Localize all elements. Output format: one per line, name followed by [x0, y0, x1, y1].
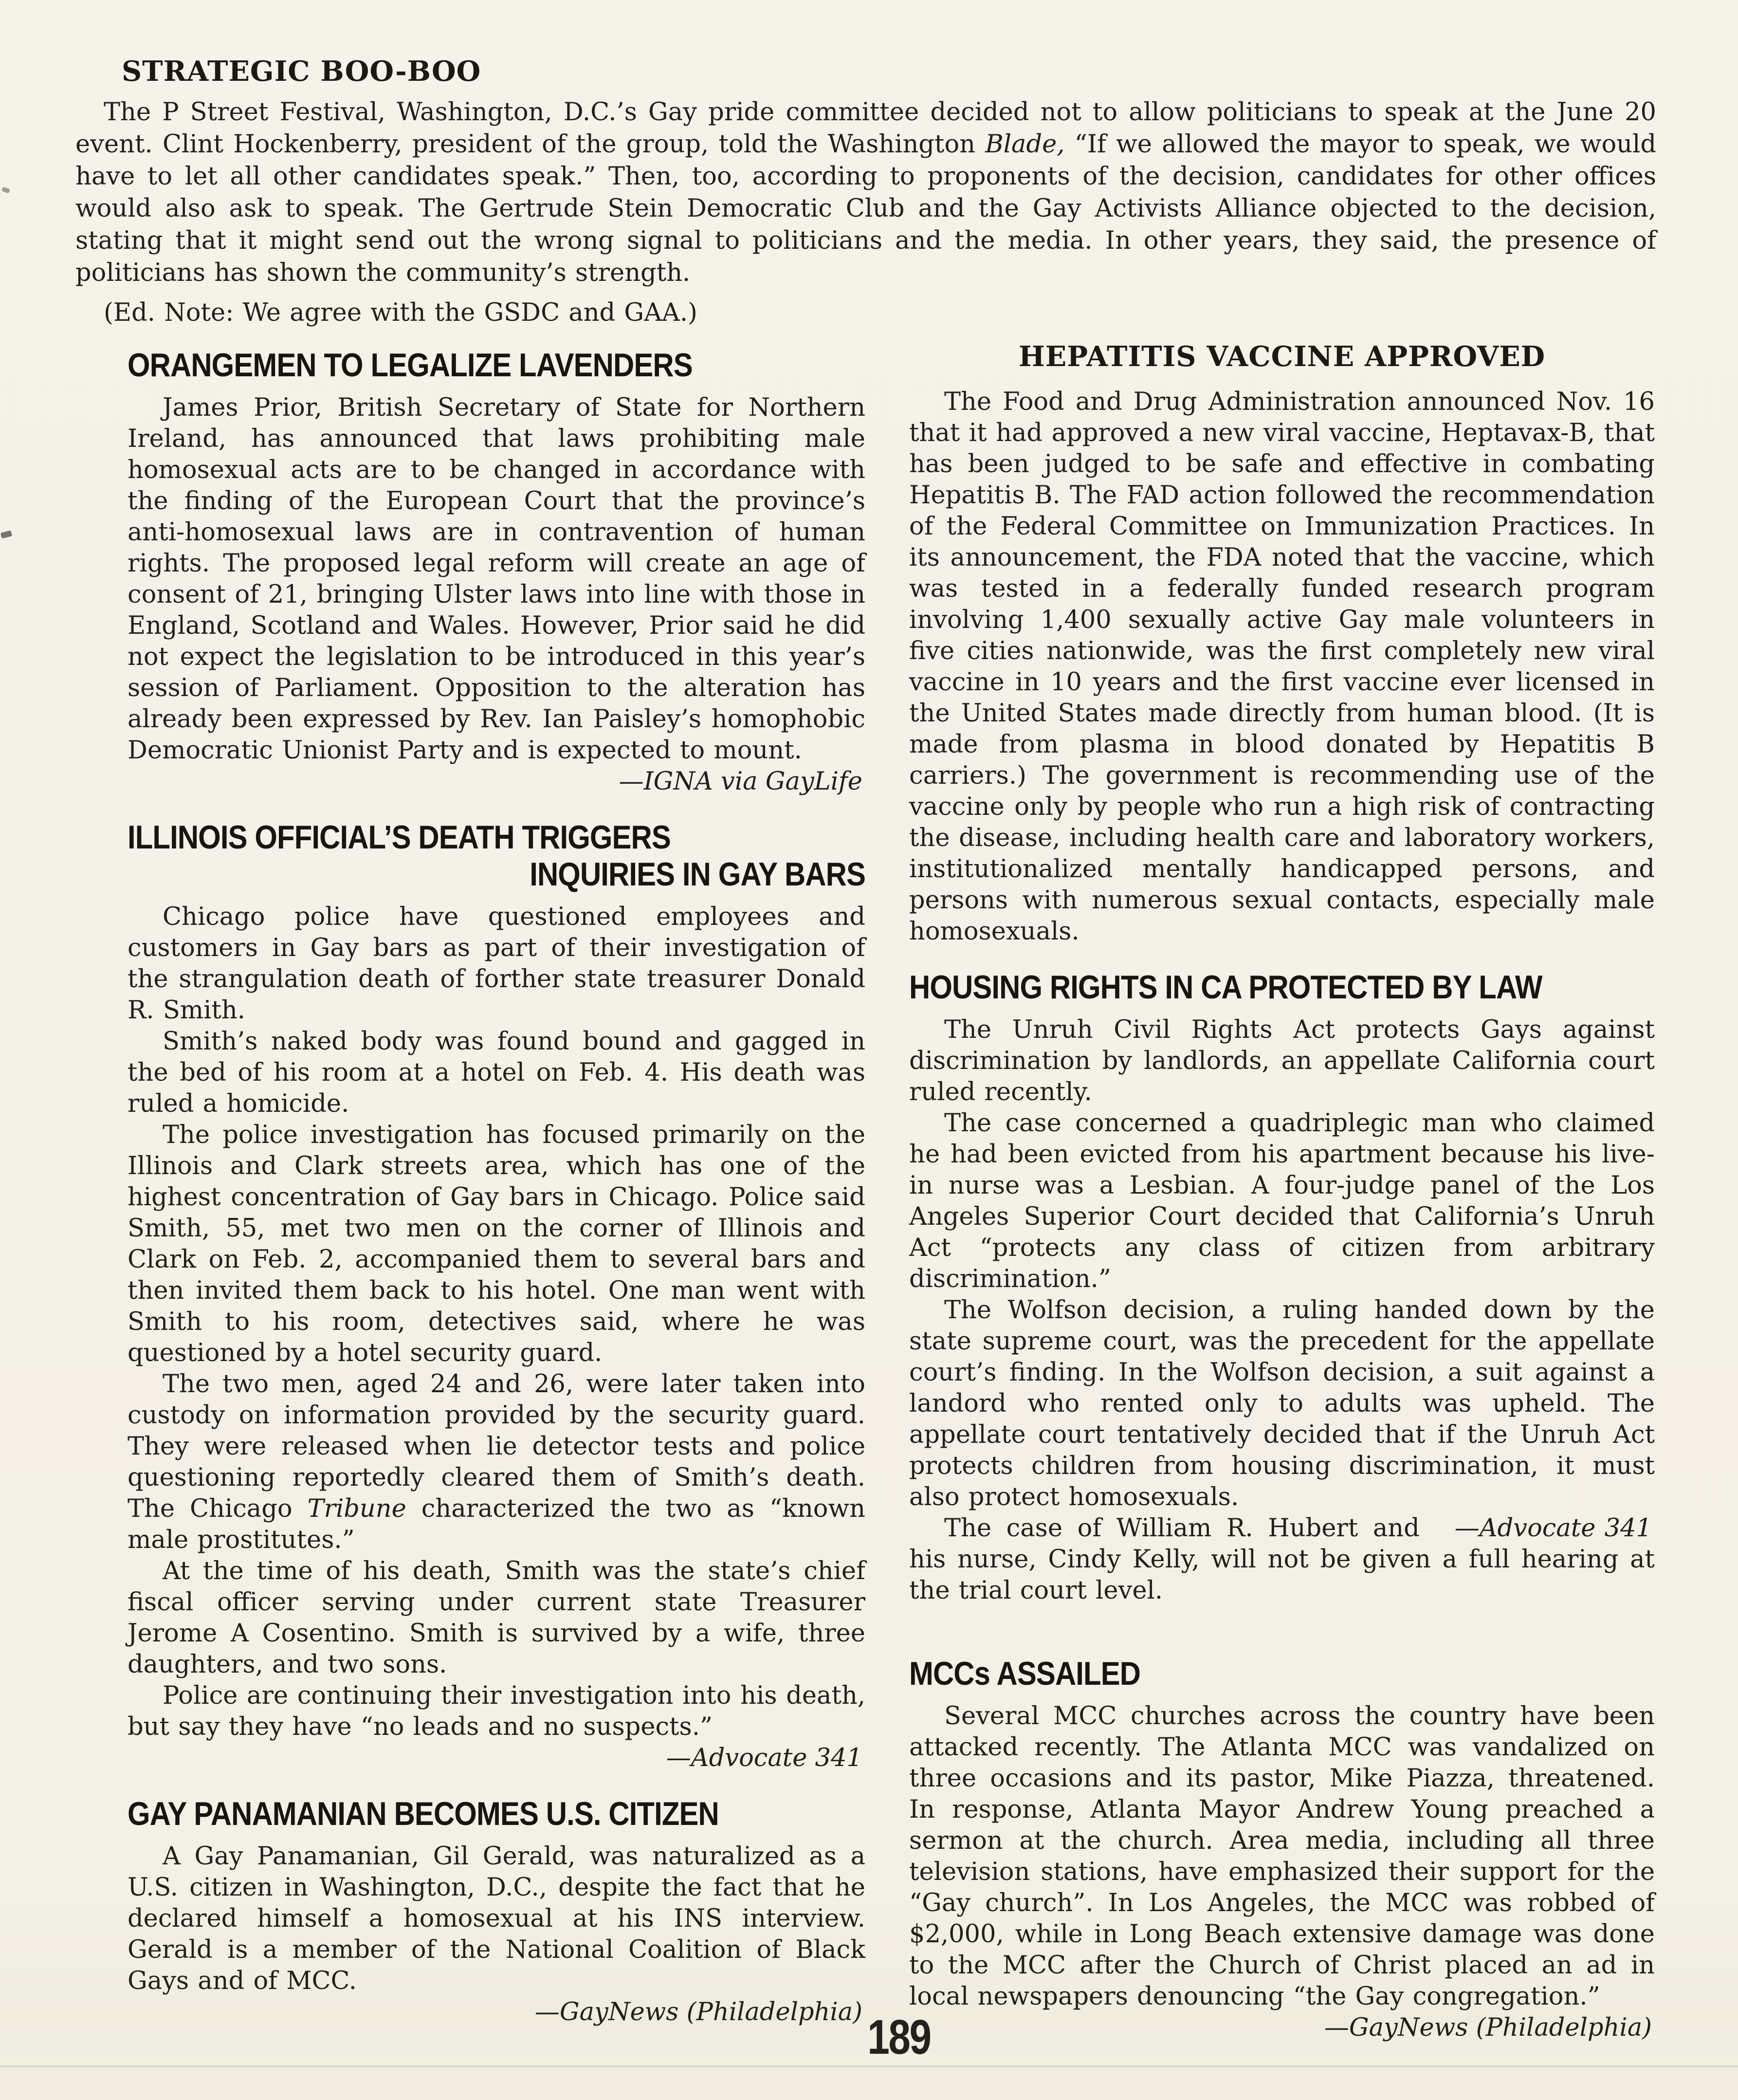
scan-artifact-mark [0, 531, 12, 539]
article-title-housing-rights: HOUSING RIGHTS IN CA PROTECTED BY LAW [909, 969, 1542, 1006]
paragraph: The Food and Drug Administration announced Nov. 16 that it had approved a new viral vaccine, Heptavax-B, that has been judged to be safe and effective in combating Hepatitis B. The FAD action followed the recommendation of the Federal Committee on Immunization Practices. In its announcement, the FDA noted that the vaccine, which was tested in a federally funded research program involving 1,400 sexually active Gay male volunteers in five cities nationwide, was the first completely new viral vaccine in 10 years and the first vaccine ever licensed in the United States made directly from human blood. (It is made from plasma in blood donated by Hepatitis B carriers.) The government is recommending use of the vaccine only by people who run a high risk of contracting the disease, including health care and laboratory workers, institutionalized mentally handicapped persons, and persons with numerous sexual contacts, especially male homosexuals. [909, 387, 1655, 946]
article-title-illinois-death [128, 819, 865, 893]
paragraph: Police are continuing their investigation into his death, but say they have “no leads and no suspects.” [128, 1681, 865, 1741]
right-column [909, 336, 1655, 2047]
paragraph-text-pre: The two men, aged 24 and 26, were later taken into custody on information provided by the security guard. They were released when lie detector tests and police questioning reportedly cleared them of Smith’s death. The Chicago [128, 1370, 865, 1523]
paragraph: Chicago police have questioned employees and customers in Gay bars as part of their investigation of the strangulation death of forther state treasurer Donald R. Smith. [128, 903, 865, 1025]
attribution-gaynews: —GayNews (Philadelphia) [1324, 2013, 1652, 2042]
paragraph [128, 1369, 865, 1556]
paragraph: The Unruh Civil Rights Act protects Gays against discrimination by landlords, an appellate California court ruled recently. [909, 1015, 1655, 1106]
article-title-orangemen: ORANGEMEN TO LEGALIZE LAVENDERS [128, 347, 693, 384]
page-number: 189 [867, 2010, 931, 2064]
intro-paragraph [75, 96, 1656, 289]
paragraph: Smith’s naked body was found bound and gagged in the bed of his room at a hotel on Feb. 4. His death was ruled a homicide. [128, 1027, 865, 1118]
attribution-gaynews: —GayNews (Philadelphia) [534, 1998, 862, 2026]
article-title-strategic-boo-boo: STRATEGIC BOO-BOO [122, 55, 481, 88]
attribution-advocate: —Advocate 341 [666, 1744, 862, 1772]
paragraph: The Wolfson decision, a ruling handed down by the state supreme court, was the precedent for the appellate court’s finding. In the Wolfson decision, a suit against a landord who rented only to adults was upheld. The appellate court tentatively decided that if the Unruh Act protects children from housing discrimination, it must also protect homosexuals. [909, 1296, 1655, 1511]
left-column [128, 336, 865, 2032]
paragraph: A Gay Panamanian, Gil Gerald, was naturalized as a U.S. citizen in Washington, D.C., despite the fact that he declared himself a homosexual at his INS interview. Gerald is a member of the National Coalition of Black Gays and of MCC. [128, 1842, 865, 1995]
paragraph: James Prior, British Secretary of State for Northern Ireland, has announced that laws prohibiting male homosexual acts are to be changed in accordance with the finding of the European Court that the province’s anti-homosexual laws are in contravention of human rights. The proposed legal reform will create an age of consent of 21, bringing Ulster laws into line with those in England, Scotland and Wales. However, Prior said he did not expect the legislation to be introduced in this year’s session of Parliament. Opposition to the alteration has already been expressed by Rev. Ian Paisley’s homophobic Democratic Unionist Party and is expected to mount. [128, 393, 865, 765]
paragraph-text-post: characterized the two as “known male prostitutes.” [128, 1494, 865, 1554]
editor-note: (Ed. Note: We agree with the GSDC and GAA.) [104, 298, 697, 327]
article-title-line1: ILLINOIS OFFICIAL’S DEATH TRIGGERS [128, 819, 671, 856]
intro-text-pre: The P Street Festival, Washington, D.C.’s Gay pride committee decided not to allow politicians to speak at the June 20 event. Clint Hockenberry, president of the group, told the Washington [75, 98, 1656, 159]
paragraph: At the time of his death, Smith was the state’s chief fiscal officer serving under current state Treasurer Jerome A Cosentino. Smith is survived by a wife, three daughters, and two sons. [128, 1557, 865, 1679]
blade-italic: Blade, [985, 130, 1065, 159]
paragraph-text: The case of William R. Hubert and his nurse, Cindy Kelly, will not be given a full hearing at the trial court level. [909, 1514, 1655, 1605]
paragraph: Several MCC churches across the country have been attacked recently. The Atlanta MCC was vandalized on three occasions and its pastor, Mike Piazza, threatened. In response, Atlanta Mayor Andrew Young preached a sermon at the church. Area media, including all three television stations, have emphasized their support for the “Gay church”. In Los Angeles, the MCC was robbed of $2,000, while in Long Beach extensive damage was done to the MCC after the Church of Christ placed an ad in local newspapers denouncing “the Gay congregation.” [909, 1702, 1655, 2011]
tribune-italic: Tribune [307, 1494, 406, 1523]
attribution-advocate: —Advocate 341 [1454, 1514, 1652, 1543]
article-title-hepatitis-vaccine: HEPATITIS VACCINE APPROVED [1018, 340, 1546, 373]
attribution-igna-gaylife: —IGNA via GayLife [619, 767, 862, 796]
top-article [75, 55, 1656, 329]
paragraph: The case concerned a quadriplegic man who claimed he had been evicted from his apartment because his live-in nurse was a Lesbian. A four-judge panel of the Los Angeles Superior Court decided that California’s Unruh Act “protects any class of citizen from arbitrary discrimination.” [909, 1109, 1655, 1293]
article-title-gay-panamanian: GAY PANAMANIAN BECOMES U.S. CITIZEN [128, 1795, 719, 1832]
paragraph: The police investigation has focused primarily on the Illinois and Clark streets area, which has one of the highest concentration of Gay bars in Chicago. Police said Smith, 55, met two men on the corner of Illinois and Clark on Feb. 2, accompanied them to several bars and then invited them back to his hotel. One man went with Smith to his room, detectives said, where he was questioned by a hotel security guard. [128, 1121, 865, 1367]
scan-artifact-mark [1, 187, 10, 194]
article-title-mccs-assailed: MCCs ASSAILED [909, 1655, 1141, 1692]
intro-text-post: “If we allowed the mayor to speak, we would have to let all other candidates speak.” Then, too, according to proponents of the decision, candidates for other offices would also ask to speak. The Gertrude Stein Democratic Club and the Gay Activists Alliance objected to the decision, stating that it might send out the wrong signal to politicians and the media. In other years, they said, the presence of politicians has shown the community’s strength. [75, 130, 1656, 287]
paragraph-with-attribution [909, 1513, 1655, 1606]
scan-bottom-strip [0, 2067, 1738, 2100]
article-title-line2: INQUIRIES IN GAY BARS [530, 856, 865, 893]
